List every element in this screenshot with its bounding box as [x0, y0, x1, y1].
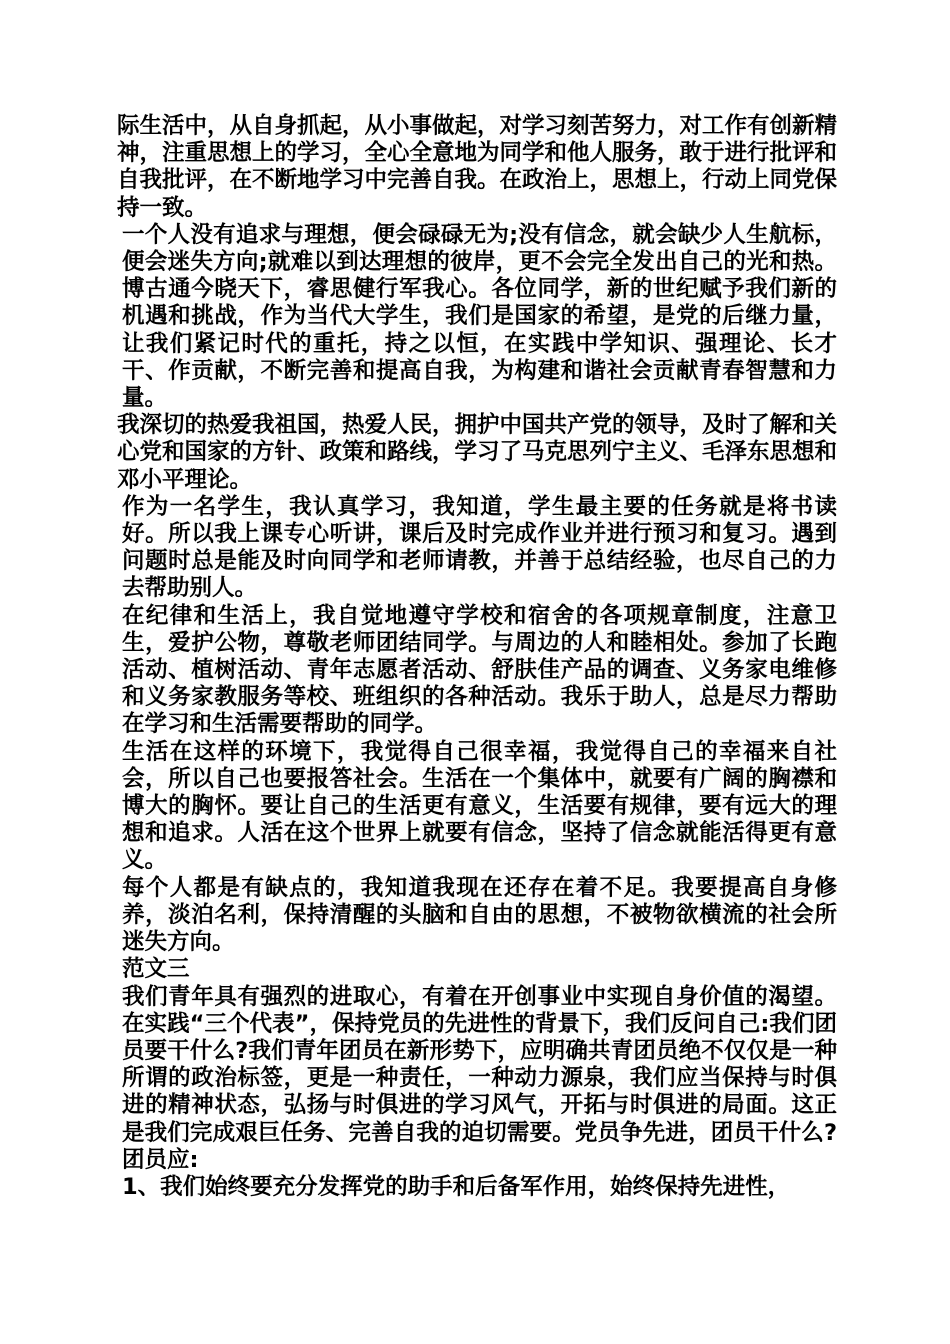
paragraph-7: 每个人都是有缺点的，我知道我现在还存在着不足。我要提高自身修养，淡泊名利，保持清醒的头脑和自由的思想，不被物欲横流的社会所迷失方向。	[122, 874, 837, 956]
paragraph-6: 生活在这样的环境下，我觉得自己很幸福，我觉得自己的幸福来自社会，所以自己也要报答社会。生活在一个集体中，就要有广阔的胸襟和博大的胸怀。要让自己的生活更有意义，生活要有规律，要有远大的理想和追求。人活在这个世界上就要有信念，坚持了信念就能活得更有意义。	[122, 738, 837, 874]
document-page	[117, 113, 837, 1201]
list-item-1: 1、我们始终要充分发挥党的助手和后备军作用，始终保持先进性，	[122, 1173, 791, 1200]
paragraph-5: 在纪律和生活上，我自觉地遵守学校和宿舍的各项规章制度，注意卫生，爱护公物，尊敬老师团结同学。与周边的人和睦相处。参加了长跑活动、植树活动、青年志愿者活动、舒肤佳产品的调查、义务家电维修和义务家教服务等校、班组织的各种活动。我乐于助人，总是尽力帮助在学习和生活需要帮助的同学。	[122, 602, 837, 738]
paragraph-2: 一个人没有追求与理想，便会碌碌无为;没有信念，就会缺少人生航标，便会迷失方向;就难以到达理想的彼岸，更不会完全发出自己的光和热。博古通今晓天下，睿思健行军我心。各位同学，新的世纪赋予我们新的机遇和挑战，作为当代大学生，我们是国家的希望，是党的后继力量，让我们紧记时代的重托，持之以恒，在实践中学知识、强理论、长才干、作贡献，不断完善和提高自我，为构建和谐社会贡献青春智慧和力量。	[122, 221, 837, 412]
paragraph-1: 际生活中，从自身抓起，从小事做起，对学习刻苦努力，对工作有创新精神，注重思想上的学习，全心全意地为同学和他人服务，敢于进行批评和自我批评，在不断地学习中完善自我。在政治上，思想上，行动上同党保持一致。	[117, 113, 838, 221]
paragraph-3: 我深切的热爱我祖国，热爱人民，拥护中国共产党的领导，及时了解和关心党和国家的方针、政策和路线，学习了马克思列宁主义、毛泽东思想和邓小平理论。	[117, 412, 838, 493]
section-heading: 范文三	[122, 956, 190, 983]
paragraph-8: 我们青年具有强烈的进取心，有着在开创事业中实现自身价值的渴望。在实践“三个代表”，保持党员的先进性的背景下，我们反问自己:我们团员要干什么?我们青年团员在新形势下，应明确共青团员绝不仅仅是一种所谓的政治标签，更是一种责任，一种动力源泉，我们应当保持与时俱进的精神状态，弘扬与时俱进的学习风气，开拓与时俱进的局面。这正是我们完成艰巨任务、完善自我的迫切需要。党员争先进，团员干什么?团员应:	[122, 983, 837, 1173]
paragraph-4: 作为一名学生，我认真学习，我知道，学生最主要的任务就是将书读好。所以我上课专心听讲，课后及时完成作业并进行预习和复习。遇到问题时总是能及时向同学和老师请教，并善于总结经验，也尽自己的力去帮助别人。	[122, 493, 837, 602]
